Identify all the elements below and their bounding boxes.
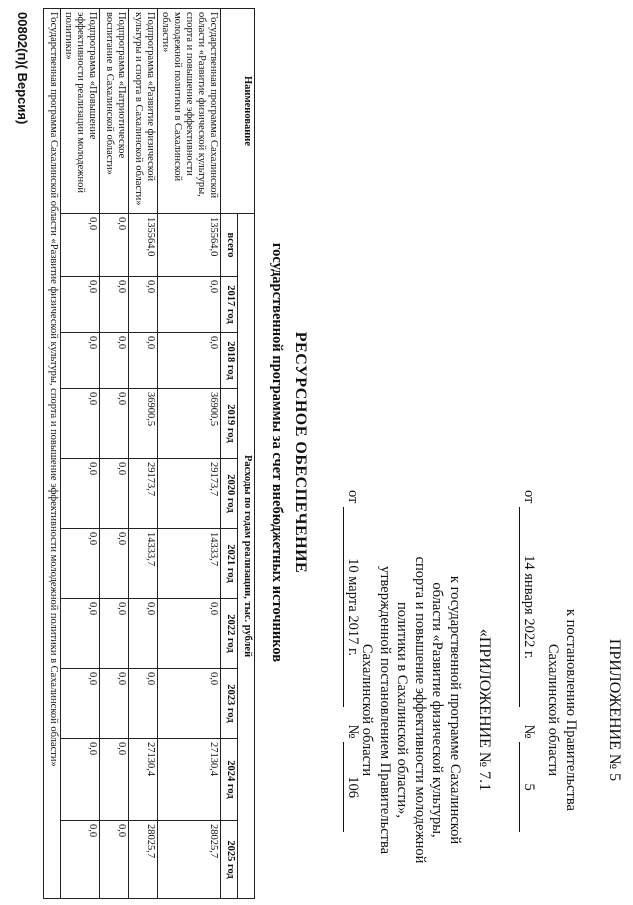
attachment-line-1: к постановлению Правительства: [563, 609, 579, 811]
cell-value: 0,0: [100, 529, 129, 599]
cell-value: 0,0: [100, 333, 129, 389]
appendix-line: области «Развитие физической культуры,: [429, 582, 446, 838]
cell-value: 0,0: [61, 821, 100, 899]
resource-table: [43, 8, 255, 899]
cell-value: 0,0: [158, 277, 221, 333]
cell-value: 0,0: [100, 214, 129, 277]
table-footer-row: [44, 9, 61, 899]
cell-value: 0,0: [100, 739, 129, 821]
cell-value: 28025,7: [129, 821, 158, 899]
cell-value: 0,0: [61, 459, 100, 529]
column-header: всего: [221, 214, 238, 277]
cell-value: 27130,4: [129, 739, 158, 821]
cell-value: 0,0: [100, 821, 129, 899]
appendix-line: утвержденной постановлением Правительства: [376, 565, 393, 855]
appendix-line: спорта и повышение эффективности молодежной: [411, 556, 428, 864]
attachment-from-label: от: [521, 490, 537, 504]
cell-value: 36900,5: [158, 389, 221, 459]
table-row: [129, 9, 158, 899]
table-footer-text: Государственная программа Сахалинской области «Развитие физической культуры, спорта и повышение эффективности молодежной политики в Сахалинской области»: [44, 9, 61, 899]
appendix-line: Сахалинской области: [359, 643, 376, 777]
attachment-line-2: Сахалинской области: [545, 643, 561, 777]
expenses-group-header: Расходы по годам реализации, тыс. рублей: [238, 214, 255, 899]
cell-value: 135564,0: [158, 214, 221, 277]
cell-value: 0,0: [100, 389, 129, 459]
row-name: Государственная программа Сахалинской области «Развитие физической культуры, спорта и повышение эффективности молодежной политики в Сахалинской области»: [158, 9, 221, 214]
cell-value: 0,0: [100, 669, 129, 739]
cell-value: 0,0: [100, 459, 129, 529]
attachment-number-label: №: [521, 724, 537, 739]
attachment-title: ПРИЛОЖЕНИЕ № 5: [606, 638, 623, 782]
cell-value: 0,0: [129, 599, 158, 669]
cell-value: 0,0: [129, 277, 158, 333]
appendix-number-label: №: [345, 724, 361, 739]
cell-value: 0,0: [158, 333, 221, 389]
table-row: [61, 9, 100, 899]
column-header: 2017 год: [221, 277, 238, 333]
document-title: РЕСУРСНОЕ ОБЕСПЕЧЕНИЕ: [292, 331, 309, 574]
column-header: 2018 год: [221, 333, 238, 389]
attachment-number: 5: [519, 742, 537, 832]
appendix-date: 10 марта 2017 г.: [343, 507, 361, 707]
column-header: 2020 год: [221, 459, 238, 529]
table-row: [158, 9, 221, 899]
appendix-text: [357, 520, 463, 900]
appendix-line: политики в Сахалинской области»,: [394, 601, 411, 819]
appendix-from-label: от: [345, 490, 361, 504]
cell-value: 135564,0: [129, 214, 158, 277]
cell-value: 36900,5: [129, 389, 158, 459]
cell-value: 0,0: [61, 277, 100, 333]
cell-value: 0,0: [158, 669, 221, 739]
appendix-title: «ПРИЛОЖЕНИЕ № 7.1: [476, 628, 493, 792]
cell-value: 0,0: [61, 529, 100, 599]
cell-value: 27130,4: [158, 739, 221, 821]
attachment-date: 14 января 2022 г.: [519, 507, 537, 707]
cell-value: 0,0: [61, 739, 100, 821]
table-row: [100, 9, 129, 899]
name-column-header: Наименование: [221, 9, 255, 214]
cell-value: 0,0: [100, 277, 129, 333]
attachment-date-line: [519, 490, 537, 880]
column-header: 2019 год: [221, 389, 238, 459]
row-name: Подпрограмма «Патриотическое воспитание в Сахалинской области»: [100, 9, 129, 214]
column-header: 2024 год: [221, 739, 238, 821]
document-subtitle: государственной программы за счет внебюджетных источников: [269, 242, 285, 663]
cell-value: 0,0: [61, 333, 100, 389]
appendix-date-line: [343, 490, 361, 880]
row-name: Подпрограмма «Повышение эффективности реализации молодежной политики»: [61, 9, 100, 214]
column-header: 2025 год: [221, 821, 238, 899]
appendix-line: к государственной программе Сахалинской: [447, 575, 463, 845]
column-header: 2021 год: [221, 529, 238, 599]
cell-value: 0,0: [129, 333, 158, 389]
cell-value: 0,0: [61, 599, 100, 669]
footer-version-code: 00802(п)( Версия): [15, 12, 30, 125]
cell-value: 29173,7: [158, 459, 221, 529]
appendix-number: 106: [343, 742, 361, 832]
row-name: Подпрограмма «Развитие физической культуры и спорта в Сахалинской области»: [129, 9, 158, 214]
cell-value: 14333,7: [129, 529, 158, 599]
cell-value: 0,0: [158, 599, 221, 669]
column-header: 2022 год: [221, 599, 238, 669]
cell-value: 14333,7: [158, 529, 221, 599]
cell-value: 0,0: [100, 599, 129, 669]
cell-value: 0,0: [61, 669, 100, 739]
cell-value: 0,0: [61, 214, 100, 277]
cell-value: 28025,7: [158, 821, 221, 899]
cell-value: 0,0: [129, 669, 158, 739]
cell-value: 29173,7: [129, 459, 158, 529]
cell-value: 0,0: [61, 389, 100, 459]
column-header: 2023 год: [221, 669, 238, 739]
